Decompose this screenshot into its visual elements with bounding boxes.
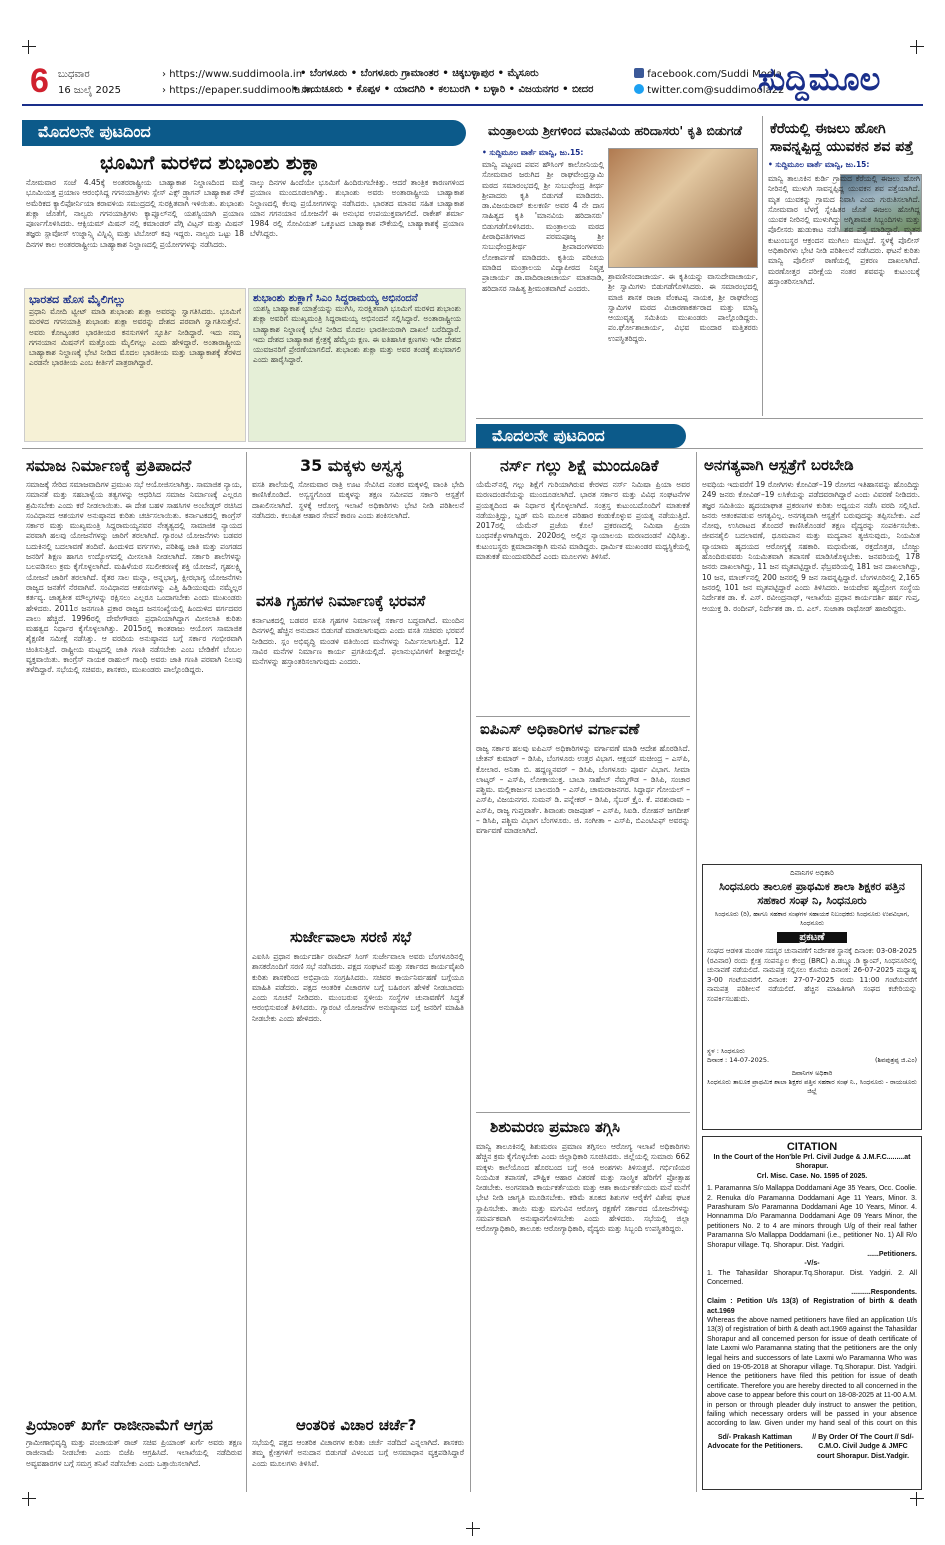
notice-body: ಸಂಘದ ಆಡಳಿತ ಮಂಡಳಿ ಸದಸ್ಯರ ಚುನಾವಣೆಗೆ ನಿರ್ದೇಶಕ ಸ್ಥಾನಕ್ಕೆ ದಿನಾಂಕ: 03-08-2025 (ರವಿವಾರ) ರಂದು ಕ್ಷೇತ್ರ ಸಂಪನ್ಮೂಲ ಕೇಂದ್ರ (BRC) ಪಿ.ಡಬ್ಲ್ಯೂ.ಡಿ ಕ್ಯಾಂಪ್, ಸಿಂಧನೂರಿನಲ್ಲಿ ಚುನಾವಣೆ ನಡೆಯಲಿದೆ. ನಾಮಪತ್ರ ಸಲ್ಲಿಸಲು ಕೊನೆಯ ದಿನಾಂಕ: 26-07-2025 ಮಧ್ಯಾಹ್ನ 3-00 ಗಂಟೆಯವರೆಗೆ. ದಿನಾಂಕ: 27-07-2025 ರಂದು 11:00 ಗಂಟೆಯವರೆಗೆ ನಾಮಪತ್ರ ಪರಿಶೀಲನೆ ನಡೆಯಲಿದೆ. ಹೆಚ್ಚಿನ ಮಾಹಿತಿಗಾಗಿ ಸಂಘದ ಕಚೇರಿಯನ್ನು ಸಂಪರ್ಕಿಸಬಹುದು. xyxy=(707,947,917,1003)
headline-shishu: ಶಿಶುಮರಣ ಪ್ರಮಾಣ ತಗ್ಗಿಸಿ xyxy=(490,1118,620,1136)
legal-notice-citation xyxy=(702,1136,922,1490)
article-makkalu: ವಸತಿ ಶಾಲೆಯಲ್ಲಿ ಸೋಮವಾರ ರಾತ್ರಿ ಊಟ ಸೇವಿಸಿದ ನಂತರ ಮಕ್ಕಳಲ್ಲಿ ವಾಂತಿ ಭೇದಿ ಕಾಣಿಸಿಕೊಂಡಿದೆ. ಅಸ್ವಸ್ಥಗೊಂಡ ಮಕ್ಕಳನ್ನು ತಕ್ಷಣ ಸಮೀಪದ ಸರ್ಕಾರಿ ಆಸ್ಪತ್ರೆಗೆ ದಾಖಲಿಸಲಾಗಿದೆ. ಸ್ಥಳಕ್ಕೆ ಆರೋಗ್ಯ ಇಲಾಖೆ ಅಧಿಕಾರಿಗಳು ಭೇಟಿ ನೀಡಿ ಪರಿಶೀಲನೆ ನಡೆಸಿದರು. ಕಲುಷಿತ ಆಹಾರ ಸೇವನೆ ಕಾರಣ ಎಂದು ಶಂಕಿಸಲಾಗಿದೆ. xyxy=(252,480,464,520)
headline-mantralaya: ಮಂತ್ರಾಲಯ ಶ್ರೀಗಳಿಂದ ಮಾನವಿಯ ಹರಿದಾಸರು' ಕೃತಿ ಬಿಡುಗಡೆ xyxy=(488,123,743,138)
box-body-cm: ಯಶಸ್ವಿ ಬಾಹ್ಯಾಕಾಶ ಯಾತ್ರೆಯನ್ನು ಮುಗಿಸಿ, ಸುರಕ್ಷಿತವಾಗಿ ಭೂಮಿಗೆ ಮರಳಿದ ಶುಭಾಂಶು ಶುಕ್ಲಾ ಅವರಿಗೆ ಮುಖ್ಯಮಂತ್ರಿ ಸಿದ್ದರಾಮಯ್ಯ ಅಭಿನಂದನೆ ಸಲ್ಲಿಸಿದ್ದಾರೆ. ಅಂತಾರಾಷ್ಟ್ರೀಯ ಬಾಹ್ಯಾಕಾಶ ನಿಲ್ದಾಣಕ್ಕೆ ಭೇಟಿ ನೀಡಿದ ಮೊದಲ ಭಾರತೀಯರಾಗಿ ದಾಖಲೆ ಬರೆದಿದ್ದಾರೆ. ಇದು ದೇಶದ ಬಾಹ್ಯಾಕಾಶ ಕ್ಷೇತ್ರಕ್ಕೆ ಹೆಮ್ಮೆಯ ಕ್ಷಣ. ಈ ಐತಿಹಾಸಿಕ ಕ್ಷಣಗಳು ಇಡೀ ದೇಶದ ಯುವಜನರಿಗೆ ಪ್ರೇರಣೆಯಾಗಲಿದೆ. ಶುಭಾಂಶು ಶುಕ್ಲಾ ಮತ್ತು ಅವರ ತಂಡಕ್ಕೆ ಶುಭವಾಗಲಿ ಎಂದು ಹಾರೈಸಿದ್ದಾರೆ. xyxy=(253,304,461,365)
headline-samaja: ಸಮಾಜ ನಿರ್ಮಾಣಕ್ಕೆ ಪ್ರತಿಪಾದನೆ xyxy=(26,456,192,475)
newspaper-logo: ಸುದ್ದಿಮೂಲ xyxy=(758,60,881,98)
registration-mark-bottom-center xyxy=(466,1522,480,1536)
notice-sign: (ಶಿವಪುತ್ರಪ್ಪ ಜಿ.ಎಂ) xyxy=(874,1056,917,1064)
kere-dateline: • ಸುದ್ದಿಮೂಲ ವಾರ್ತೆ ಮಾನ್ವಿ, ಜು.15: xyxy=(768,160,870,169)
box-title-milestone: ಭಾರತದ ಹೊಸ ಮೈಲಿಗಲ್ಲು xyxy=(29,293,126,306)
citation-vs: -V/s- xyxy=(804,1260,820,1268)
notice-sub: ಸಿಂಧನೂರು (ರಿ), ಹಾಗೂ ಸಹಕಾರ ಸಂಘಗಳ ಸಹಾಯಕ ನಿಬಂಧಕರು ಸಿಂಧನೂರು ಉಪವಿಭಾಗ, ಸಿಂಧನೂರು xyxy=(714,910,910,927)
notice-sign-title: ದಿವಾನಿಗಳ ಅಧಿಕಾರಿ xyxy=(791,1069,833,1077)
article-nurse: ಯೆಮೆನ್‌ನಲ್ಲಿ ಗಲ್ಲು ಶಿಕ್ಷೆಗೆ ಗುರಿಯಾಗಿರುವ ಕೇರಳದ ನರ್ಸ್ ನಿಮಿಷಾ ಪ್ರಿಯಾ ಅವರ ಮರಣದಂಡನೆಯನ್ನು ಮುಂದೂಡಲಾಗಿದೆ. ಭಾರತ ಸರ್ಕಾರ ಮತ್ತು ವಿವಿಧ ಸಂಘಟನೆಗಳ ಪ್ರಯತ್ನದಿಂದ ಈ ನಿರ್ಧಾರ ಕೈಗೊಳ್ಳಲಾಗಿದೆ. ಸಂತ್ರಸ್ತ ಕುಟುಂಬದೊಂದಿಗೆ ಮಾತುಕತೆ ನಡೆಯುತ್ತಿದ್ದು, ಬ್ಲಡ್ ಮನಿ ಮೂಲಕ ಪರಿಹಾರ ಕಂಡುಕೊಳ್ಳುವ ಪ್ರಯತ್ನ ನಡೆಯುತ್ತಿದೆ. 2017ರಲ್ಲಿ ಯೆಮೆನ್ ಪ್ರಜೆಯ ಕೊಲೆ ಪ್ರಕರಣದಲ್ಲಿ ನಿಮಿಷಾ ಪ್ರಿಯಾ ಬಂಧನಕ್ಕೊಳಗಾಗಿದ್ದರು. 2020ರಲ್ಲಿ ಅಲ್ಲಿನ ನ್ಯಾಯಾಲಯ ಮರಣದಂಡನೆ ವಿಧಿಸಿತ್ತು. ಕುಟುಂಬಸ್ಥರು ಕ್ಷಮಾದಾನಕ್ಕಾಗಿ ಮನವಿ ಮಾಡಿದ್ದರು. ಧಾರ್ಮಿಕ ಮುಖಂಡರ ಮಧ್ಯಸ್ಥಿಕೆಯಲ್ಲಿ ಮಾತುಕತೆ ಮುಂದುವರಿದಿದೆ ಎಂದು ಮೂಲಗಳು ತಿಳಿಸಿವೆ. xyxy=(476,480,690,562)
column-divider xyxy=(696,452,697,1492)
headline-surjewala: ಸುರ್ಜೇವಾಲಾ ಸರಣಿ ಸಭೆ xyxy=(290,928,412,946)
citation-body: Whereas the above named petitioners have filed an application U/s 13(3) of registration of birth & death act.1969 against the Tahasildar Shorapur and all concerned person for issue of death certificate of late Laxmi w/o Paramanna stating that the petitioners are the only legal heirs and successors of late Laxmi w/o Paramanna Who was died on 19-05-2018 at Shorapur village. Tq.Shorapur. Dist. Yadgiri. Hence the petitioners have filed this petition for issue of death certificate. Therefore you are hereby directed to all concerned in the above case to appear before this court on 18-08-2025 at 11-00 A.M. in person or through pleader duly instruct to answer the petition, failing which necessary orders will be passed in your absence according to law. Given under my hand seal of this court on this xyxy=(707,1316,917,1428)
headline-makkalu: 35 ಮಕ್ಕಳು ಅಸ್ವಸ್ಥ xyxy=(300,456,404,475)
citation-court: In the Court of the Hon'ble Prl. Civil Judge & J.M.F.C.........at Shorapur. xyxy=(713,1154,911,1171)
headline-nurse: ನರ್ಸ್ ಗಲ್ಲು ಶಿಕ್ಷೆ ಮುಂದೂಡಿಕೆ xyxy=(500,456,659,475)
section-rule xyxy=(476,1112,690,1113)
headline-vasati: ವಸತಿ ಗೃಹಗಳ ನಿರ್ಮಾಣಕ್ಕೆ ಭರವಸೆ xyxy=(256,592,426,610)
headline-ips: ಐಪಿಎಸ್ ಅಧಿಕಾರಿಗಳ ವರ್ಗಾವಣೆ xyxy=(480,720,640,738)
column-divider xyxy=(470,452,471,1492)
headline-antarika: ಆಂತರಿಕ ವಿಚಾರ ಚರ್ಚೆ? xyxy=(296,1416,417,1434)
article-priyank: ಗ್ರಾಮೀಣಾಭಿವೃದ್ಧಿ ಮತ್ತು ಪಂಚಾಯತ್ ರಾಜ್ ಸಚಿವ ಪ್ರಿಯಾಂಕ್ ಖರ್ಗೆ ಅವರು ತಕ್ಷಣ ರಾಜೀನಾಮೆ ನೀಡಬೇಕು ಎಂದು ಬಿಜೆಪಿ ಆಗ್ರಹಿಸಿದೆ. ಇಲಾಖೆಯಲ್ಲಿ ನಡೆದಿರುವ ಅವ್ಯವಹಾರಗಳ ಬಗ್ಗೆ ಸಮಗ್ರ ತನಿಖೆ ನಡೆಸಬೇಕು ಎಂದು ಒತ್ತಾಯಿಸಲಾಗಿದೆ. xyxy=(26,1438,242,1468)
article-mantralaya-col1: ಮಾನ್ವಿ ಪಟ್ಟಣದ ಪವನ ಹೌಸಿಂಗ್ ಕಾಲೋನಿಯಲ್ಲಿ ಸೋಮವಾರ ಜರುಗಿದ ಶ್ರೀ ರಾಘವೇಂದ್ರಸ್ವಾಮಿ ಮಠದ ಸಮಾರಂಭದಲ್ಲಿ ಶ್ರೀ ಸುಬುಧೇಂದ್ರ ತೀರ್ಥ ಶ್ರೀಪಾದರು ಕೃತಿ ಬಿಡುಗಡೆ ಮಾಡಿದರು. ಡಾ.ವಿಜಯರಾವ್ ಕುಲಕರ್ಣಿ ಅವರ 4 ನೇ ದಾಸ ಸಾಹಿತ್ಯದ ಕೃತಿ 'ಮಾನವಿಯ ಹರಿದಾಸರು' ಬಿಡುಗಡೆಗೊಳಿಸಿದರು. ಮಂತ್ರಾಲಯ ಮಠದ ಪೀಠಾಧಿಪತಿಗಳಾದ ಪರಮಪೂಜ್ಯ ಶ್ರೀ ಸುಬುಧೇಂದ್ರತೀರ್ಥ ಶ್ರೀಪಾದಂಗಳವರು ಲೋಕಾರ್ಪಣೆ ಮಾಡಿದರು. ಕೃತಿಯ ಪರಿಚಯ ಮಾಡಿದ ಮಂತ್ರಾಲಯ ವಿದ್ಯಾಪೀಠದ ನಿವೃತ್ತ ಪ್ರಾಚಾರ್ಯ ಡಾ.ವಾದಿರಾಜಾಚಾರ್ಯ ಮಾತನಾಡಿ, ಹರಿದಾಸರ ಸಾಹಿತ್ಯ ಶ್ರೀಮಂತವಾಗಿದೆ ಎಂದರು. xyxy=(482,160,604,293)
article-mantralaya-col2: ಶ್ರಾವಣೀನಂದಾಚಾರ್ಯ. ಈ ಕೃತಿಯನ್ನು ವಾಸುದೇವಾಚಾರ್ಯ, ಶ್ರೀ ಸ್ವಾಮಿಗಳು ಬಿಡುಗಡೆಗೊಳಿಸಿದರು. ಈ ಸಮಾರಂಭದಲ್ಲಿ ಮಾಜಿ ಶಾಸಕ ರಾಜಾ ವೆಂಕಟಪ್ಪ ನಾಯಕ, ಶ್ರೀ ರಾಘವೇಂದ್ರ ಸ್ವಾಮಿಗಳ ಮಠದ ವಿಚಾರಣಾಕರ್ತರಾದ ಮತ್ತು ಮಾನ್ವಿ ಆಯುವೃತ್ಯ ಸಮಿತಿಯ ಮುಖಂಡರು ಪಾಲ್ಗೊಂಡಿದ್ದರು. ಪಂ.ರ್ಘೋಶಾಚಾರ್ಯ, ವಿಭವ ಮಂದಾರ ಮತ್ತಿತರರು ಉಪಸ್ಥಿತರಿದ್ದರು. xyxy=(608,272,758,343)
citation-petitioners: ......Petitioners. xyxy=(867,1251,917,1259)
citation-claim: Claim : Petition U/s 13(3) of Registration of birth & death act.1969 xyxy=(707,1298,917,1315)
notice-cooperative-election xyxy=(702,864,922,1130)
registration-mark-bottom-right xyxy=(910,1492,924,1506)
citation-title: CITATION xyxy=(786,1141,838,1153)
box-title-cm: ಶುಭಾಂಶು ಶುಕ್ಲಾಗೆ ಸಿಎಂ ಸಿದ್ದರಾಮಯ್ಯ ಅಭಿನಂದನೆ xyxy=(253,293,418,304)
headline-shubhanshu: ಭೂಮಿಗೆ ಮರಳಿದ ಶುಭಾಂಶು ಶುಕ್ಲಾ xyxy=(100,152,320,174)
city-list-1: • ಬೆಂಗಳೂರು • ಬೆಂಗಳೂರು ಗ್ರಾಮಾಂತರ • ಚಿಕ್ಕಬಳ್ಳಾಪುರ • ಮೈಸೂರು xyxy=(300,68,539,79)
registration-mark-top-right xyxy=(910,40,924,54)
website-link[interactable]: › https://www.suddimoola.in xyxy=(162,69,303,80)
column-divider xyxy=(246,452,247,1492)
section-rule xyxy=(476,716,690,717)
header-rule xyxy=(22,104,923,106)
citation-respondents: ..........Respondents. xyxy=(851,1288,917,1296)
article-surjewala: ಎಐಸಿಸಿ ಪ್ರಧಾನ ಕಾರ್ಯದರ್ಶಿ ರಣದೀಪ್ ಸಿಂಗ್ ಸುರ್ಜೇವಾಲಾ ಅವರು ಬೆಂಗಳೂರಿನಲ್ಲಿ ಶಾಸಕರೊಂದಿಗೆ ಸರಣಿ ಸಭೆ ನಡೆಸಿದರು. ಪಕ್ಷದ ಸಂಘಟನೆ ಮತ್ತು ಸರ್ಕಾರದ ಕಾರ್ಯವೈಖರಿ ಕುರಿತು ಶಾಸಕರಿಂದ ಅಭಿಪ್ರಾಯ ಸಂಗ್ರಹಿಸಿದರು. ಸಚಿವರ ಕಾರ್ಯನಿರ್ವಹಣೆ ಬಗ್ಗೆಯೂ ಮಾಹಿತಿ ಪಡೆದರು. ಪಕ್ಷದ ಆಂತರಿಕ ವಿಚಾರಗಳ ಬಗ್ಗೆ ಬಹಿರಂಗ ಹೇಳಿಕೆ ನೀಡಬಾರದು ಎಂದು ಸೂಚನೆ ನೀಡಿದರು. ಮುಂಬರುವ ಸ್ಥಳೀಯ ಸಂಸ್ಥೆಗಳ ಚುನಾವಣೆಗೆ ಸಿದ್ಧತೆ ಆರಂಭಿಸುವಂತೆ ತಿಳಿಸಿದರು. ಗ್ಯಾರಂಟಿ ಯೋಜನೆಗಳ ಅನುಷ್ಠಾನದ ಬಗ್ಗೆ ಜನರಿಗೆ ಮಾಹಿತಿ ನೀಡಬೇಕು ಎಂದು ಹೇಳಿದರು. xyxy=(252,952,464,1023)
epaper-link[interactable]: › https://epaper.suddimoola.in xyxy=(162,85,313,96)
article-samaja: ಸಮಾಜಕ್ಕೆ ಸೇರಿದ ಸಮಾಜವಾದಿಗಳ ಪ್ರಮುಖ ಸಭೆ ಆಯೋಜಿಸಲಾಗಿತ್ತು. ಸಾಮಾಜಿಕ ನ್ಯಾಯ, ಸಮಾನತೆ ಮತ್ತು ಸಹಬಾಳ್ವೆಯ ತತ್ವಗಳನ್ನು ಆಧರಿಸಿದ ಸಮಾಜ ನಿರ್ಮಾಣಕ್ಕೆ ಎಲ್ಲರೂ ಶ್ರಮಿಸಬೇಕು ಎಂದು ಕರೆ ನೀಡಲಾಯಿತು. ಈ ದೇಶ ಬಹಳ ಸಾಹಸಿಗಳ ಅಂಬೇಡ್ಕರ್ ರಚಿಸಿದ ಸಂವಿಧಾನದ ಆಶಯಗಳ ಅನುಷ್ಠಾನದ ಕುರಿತು ಚರ್ಚಿಸಲಾಯಿತು. ಕರ್ನಾಟಕದಲ್ಲಿ ಕಾಂಗ್ರೆಸ್ ಸರ್ಕಾರ ಮತ್ತು ಮುಖ್ಯಮಂತ್ರಿ ಸಿದ್ದರಾಮಯ್ಯನವರ ನೇತೃತ್ವದಲ್ಲಿ ಸಾಮಾಜಿಕ ನ್ಯಾಯದ ಪರವಾಗಿ ಹಲವು ಯೋಜನೆಗಳನ್ನು ಜಾರಿಗೆ ತರಲಾಗಿದೆ. ಗ್ಯಾರಂಟಿ ಯೋಜನೆಗಳು ಬಡವರ ಬದುಕಿನಲ್ಲಿ ಬದಲಾವಣೆ ತಂದಿವೆ. ಹಿಂದುಳಿದ ವರ್ಗಗಳು, ಪರಿಶಿಷ್ಟ ಜಾತಿ ಮತ್ತು ಪಂಗಡದ ಜನರಿಗೆ ಶಿಕ್ಷಣ ಹಾಗೂ ಉದ್ಯೋಗದಲ್ಲಿ ಮೀಸಲಾತಿ ನೀಡಲಾಗಿದೆ. ಸರ್ಕಾರಿ ಶಾಲೆಗಳನ್ನು ಬಲಪಡಿಸಲು ಕ್ರಮ ಕೈಗೊಳ್ಳಲಾಗಿದೆ. ಮಹಿಳೆಯರ ಸಬಲೀಕರಣಕ್ಕೆ ಶಕ್ತಿ ಯೋಜನೆ, ಗೃಹಲಕ್ಷ್ಮಿ ಯೋಜನೆ ಜಾರಿಗೆ ತರಲಾಗಿದೆ. ರೈತರ ಸಾಲ ಮನ್ನಾ, ಅನ್ನಭಾಗ್ಯ, ಕ್ಷೀರಭಾಗ್ಯ ಯೋಜನೆಗಳು ರಾಜ್ಯದ ಜನತೆಗೆ ನೆರವಾಗಿವೆ. ಸಂವಿಧಾನದ ಆಶಯಗಳನ್ನು ಎತ್ತಿ ಹಿಡಿಯುವುದು ನಮ್ಮೆಲ್ಲರ ಕರ್ತವ್ಯ. ಜಾತ್ಯತೀತ ಮೌಲ್ಯಗಳನ್ನು ರಕ್ಷಿಸಲು ಎಲ್ಲರೂ ಒಂದಾಗಬೇಕು ಎಂದು ಮುಖಂಡರು ಹೇಳಿದರು. 2011ರ ಜನಗಣತಿ ಪ್ರಕಾರ ರಾಜ್ಯದ ಜನಸಂಖ್ಯೆಯಲ್ಲಿ ಹಿಂದುಳಿದ ವರ್ಗದವರ ಪಾಲು ಹೆಚ್ಚಿದೆ. 1996ರಲ್ಲಿ ದೇವೇಗೌಡರು ಪ್ರಧಾನಿಯಾಗಿದ್ದಾಗ ಮೀಸಲಾತಿ ಕುರಿತು ಮಹತ್ವದ ನಿರ್ಧಾರ ಕೈಗೊಳ್ಳಲಾಗಿತ್ತು. 2015ರಲ್ಲಿ ಕಾಂತರಾಜು ಆಯೋಗ ಸಾಮಾಜಿಕ ಶೈಕ್ಷಣಿಕ ಸಮೀಕ್ಷೆ ನಡೆಸಿತ್ತು. ಆ ವರದಿಯ ಅನುಷ್ಠಾನದ ಬಗ್ಗೆ ಸರ್ಕಾರ ಗಂಭೀರವಾಗಿ ಚಿಂತಿಸುತ್ತಿದೆ. ರಾಷ್ಟ್ರೀಯ ಮಟ್ಟದಲ್ಲಿ ಜಾತಿ ಗಣತಿ ನಡೆಸಬೇಕು ಎಂಬ ಬೇಡಿಕೆಗೆ ಬೆಂಬಲ ವ್ಯಕ್ತವಾಯಿತು. ಕಾಂಗ್ರೆಸ್ ನಾಯಕ ರಾಹುಲ್ ಗಾಂಧಿ ಅವರು ಜಾತಿ ಗಣತಿ ಪರವಾಗಿ ನಿಲುವು ತಳೆದಿದ್ದಾರೆ. ಸಭೆಯಲ್ಲಿ ಸಚಿವರು, ಶಾಸಕರು, ಮುಖಂಡರು ಪಾಲ್ಗೊಂಡಿದ್ದರು. xyxy=(26,480,242,675)
section-rule xyxy=(22,448,923,449)
mantralaya-dateline: • ಸುದ್ದಿಮೂಲ ವಾರ್ತೆ ಮಾನ್ವಿ, ಜು.15: xyxy=(482,148,584,157)
citation-advocate: Sd/- Prakash Kattiman Advocate for the Petitioners. xyxy=(707,1433,803,1451)
city-list-2: • ರಾಯಚೂರು • ಕೊಪ್ಪಳ • ಯಾದಗಿರಿ • ಕಲಬುರಗಿ • ಬಳ್ಳಾರಿ • ವಿಜಯನಗರ • ಬೀದರ xyxy=(292,84,594,95)
citation-parties: 1. Paramanna S/o Mallappa Doddamani Age 35 Years, Occ. Coolie. 2. Renuka d/o Paramanna Doddamani Age 11 Years, Minor. 3. Parashuram S/o Paramanna Doddamani Age 10 Years, Minor. 4. Honnamma D/o Paramanna Doddamani Age 09 Years Minor, the petitioners No. 2 to 4 are minors through U/g of their real father Paramanna S/o Mallappa Doddamani (i.e., petitioner No. 1) All R/o Shorapur village. Tq. Shorapur. Dist. Yadgiri. xyxy=(707,1185,917,1249)
page-number: 6 xyxy=(30,62,49,100)
headline-aspatre: ಅನಗತ್ಯವಾಗಿ ಆಸ್ಪತ್ರೆಗೆ ಬರಬೇಡಿ xyxy=(704,456,854,474)
headline-priyank: ಪ್ರಿಯಾಂಕ್ ಖರ್ಗೆ ರಾಜೀನಾಮೆಗೆ ಆಗ್ರಹ xyxy=(26,1416,213,1434)
sidebar-box-cm xyxy=(248,288,466,442)
twitter-link[interactable]: twitter.com@suddimoola22 xyxy=(634,84,784,98)
box-body-milestone: ಪ್ರಧಾನಿ ಮೋದಿ ಟ್ವೀಟ್ ಮಾಡಿ ಶುಭಾಂಶು ಶುಕ್ಲಾ ಅವರನ್ನು ಸ್ವಾಗತಿಸಿದರು. ಭೂಮಿಗೆ ಮರಳಿದ ಗಗನಯಾತ್ರಿ ಶುಭಾಂಶು ಶುಕ್ಲಾ ಅವರನ್ನು ದೇಶದ ಪರವಾಗಿ ಸ್ವಾಗತಿಸುತ್ತೇನೆ. ಅವರು ಕೋಟ್ಯಂತರ ಭಾರತೀಯರ ಕನಸುಗಳಿಗೆ ಸ್ಫೂರ್ತಿ ನೀಡಿದ್ದಾರೆ. ಇದು ನಮ್ಮ ಗಗನಯಾನ ಮಿಷನ್‌ಗೆ ಮತ್ತೊಂದು ಮೈಲಿಗಲ್ಲು ಎಂದು ಹೇಳಿದ್ದಾರೆ. ಅಂತಾರಾಷ್ಟ್ರೀಯ ಬಾಹ್ಯಾಕಾಶ ನಿಲ್ದಾಣಕ್ಕೆ ಭೇಟಿ ನೀಡಿದ ಮೊದಲ ಭಾರತೀಯ ಮತ್ತು ಬಾಹ್ಯಾಕಾಶಕ್ಕೆ ತೆರಳಿದ ಎರಡನೇ ಭಾರತೀಯ ಎಂಬ ಕೀರ್ತಿಗೆ ಪಾತ್ರರಾಗಿದ್ದಾರೆ. xyxy=(29,307,241,368)
facebook-link[interactable]: facebook.com/Suddi Moola xyxy=(634,68,782,82)
registration-mark-top-left xyxy=(22,40,36,54)
twitter-icon xyxy=(634,84,644,94)
notice-school: ಸಿಂಧನೂರು ತಾಲೂಕ ಪ್ರಾಥಮಿಕ ಶಾಲಾ ಶಿಕ್ಷಕರ ಪತ್ತಿನ ಸಹಕಾರ ಸಂಘ ನಿ, ಸಿಂಧನೂರು xyxy=(719,880,905,907)
issue-date: 16 ಜುಲೈ 2025 xyxy=(58,85,121,96)
photo-book-release xyxy=(608,148,758,268)
section-banner-mid: ಮೊದಲನೇ ಪುಟದಿಂದ xyxy=(476,424,686,448)
notice-title: ಪ್ರಕಟಣೆ xyxy=(777,932,847,943)
article-ips: ರಾಜ್ಯ ಸರ್ಕಾರ ಹಲವು ಐಪಿಎಸ್ ಅಧಿಕಾರಿಗಳನ್ನು ವರ್ಗಾವಣೆ ಮಾಡಿ ಆದೇಶ ಹೊರಡಿಸಿದೆ. ಚೇತನ್ ಕುಮಾರ್ – ಡಿಸಿಪಿ, ಬೆಂಗಳೂರು ಉತ್ತರ ವಿಭಾಗ. ಆಕ್ಷಯ್ ಮಚೀಂದ್ರ – ಎಸ್‌ಪಿ, ಕೋಲಾರ. ಅನಿತಾ ಬಿ. ಹದ್ದಣ್ಣನವರ್ – ಡಿಸಿಪಿ, ಬೆಂಗಳೂರು ಪೂರ್ವ ವಿಭಾಗ. ಸೀಮಾ ಲಾಟ್ಕರ್ – ಎಸ್‌ಪಿ, ಲೋಕಾಯುಕ್ತ. ಬಾಬಾ ಸಾಹೇಬ್ ನೆಮ್ಮಗೌಡ – ಡಿಸಿಪಿ, ಸಂಚಾರ ಪಶ್ಚಿಮ. ಮಲ್ಲಿಕಾರ್ಜುನ ಬಾಲದಂಡಿ – ಎಸ್‌ಪಿ, ಚಾಮರಾಜನಗರ. ಸಿದ್ದಾರ್ಥ ಗೋಯಲ್ – ಎಸ್‌ಪಿ, ವಿಜಯನಗರ. ಸುಮನ್ ಡಿ. ಪನ್ನೇಕರ್ – ಡಿಸಿಪಿ, ಸೈಬರ್ ಕ್ರೈಂ. ಕೆ. ಪರಶುರಾಮ – ಎಸ್‌ಪಿ, ರಾಜ್ಯ ಗುಪ್ತವಾರ್ತೆ. ಶಿವಾಂಶು ರಾಜಪೂತ್ – ಎಸ್‌ಪಿ, ಸಿಐಡಿ. ರೋಹನ್ ಜಗದೀಶ್ – ಡಿಸಿಪಿ, ಪಶ್ಚಿಮ ವಿಭಾಗ ಬೆಂಗಳೂರು. ಜಿ. ಸಂಗೀತಾ – ಎಸ್‌ಪಿ, ಬಿಎಂಟಿಎಫ್ ಅವರನ್ನು ವರ್ಗಾವಣೆ ಮಾಡಲಾಗಿದೆ. xyxy=(476,744,690,836)
citation-respondent: 1. The Tahasildar Shorapur.Tq.Shorapur. Dist. Yadgiri. 2. All Concerned. xyxy=(707,1269,917,1287)
column-divider xyxy=(762,116,763,416)
article-kere: ಮಾನ್ವಿ ತಾಲೂಕಿನ ಕುರ್ಡಿ ಗ್ರಾಮದ ಕೆರೆಯಲ್ಲಿ ಈಜಲು ಹೋಗಿ ನೀರಿನಲ್ಲಿ ಮುಳುಗಿ ಸಾವನ್ನಪ್ಪಿದ್ದ ಯುವಕನ ಶವ ಪತ್ತೆಯಾಗಿದೆ. ಮೃತ ಯುವಕನ್ನು ಗ್ರಾಮದ ನಿವಾಸಿ ಎಂದು ಗುರುತಿಸಲಾಗಿದೆ. ಸೋಮವಾರ ಬೆಳಗ್ಗೆ ಸ್ನೇಹಿತರ ಜೊತೆ ಈಜಲು ಹೋಗಿದ್ದ ಯುವಕ ನೀರಿನಲ್ಲಿ ಮುಳುಗಿದ್ದು ಅಗ್ನಿಶಾಮಕ ಸಿಬ್ಬಂದಿಗಳು ಮತ್ತು ಪೊಲೀಸರು ಹುಡುಕಾಟ ನಡೆಸಿ ಶವ ಪತ್ತೆ ಮಾಡಿದ್ದಾರೆ. ಮೃತನ ಕುಟುಂಬಸ್ಥರ ಆಕ್ರಂದನ ಮುಗಿಲು ಮುಟ್ಟಿದೆ. ಸ್ಥಳಕ್ಕೆ ಪೊಲೀಸ್ ಅಧಿಕಾರಿಗಳು ಭೇಟಿ ನೀಡಿ ಪರಿಶೀಲನೆ ನಡೆಸಿದರು. ಘಟನೆ ಕುರಿತು ಮಾನ್ವಿ ಪೊಲೀಸ್ ಠಾಣೆಯಲ್ಲಿ ಪ್ರಕರಣ ದಾಖಲಾಗಿದೆ. ಮರಣೋತ್ತರ ಪರೀಕ್ಷೆಯ ನಂತರ ಶವವನ್ನು ಕುಟುಂಬಕ್ಕೆ ಹಸ್ತಾಂತರಿಸಲಾಗಿದೆ. xyxy=(768,174,920,286)
notice-place: ಸ್ಥಳ : ಸಿಂಧನೂರು xyxy=(707,1047,745,1055)
link-arrow-icon: › xyxy=(162,69,170,80)
link-arrow-icon: › xyxy=(162,85,170,96)
article-shubhanshu-col1: ನೋಮವಾರ ಸಂಜೆ 4.45ಕ್ಕೆ ಅಂತರರಾಷ್ಟ್ರೀಯ ಬಾಹ್ಯಾಕಾಶ ನಿಲ್ದಾಣದಿಂದ ಮತ್ತೆ ಭೂಮಿಯತ್ತ ಪ್ರಯಾಣ ಆರಂಭಿಸಿದ್ದ ಗಗನಯಾತ್ರಿಗಳು ಸ್ಪೇಸ್ ಎಕ್ಸ್ ಡ್ರ್ಯಾಗನ್ ಬಾಹ್ಯಾಕಾಶ ನೌಕೆ ಅಮೆರಿಕದ ಕ್ಯಾಲಿಫೋರ್ನಿಯಾ ಕರಾವಳಿಯ ಸಮುದ್ರದಲ್ಲಿ ಸುರಕ್ಷಿತವಾಗಿ ಇಳಿಯಿತು. ಶುಭಾಂಶು ಶುಕ್ಲಾ ಜೊತೆಗೆ, ನಾಲ್ವರು ಗಗನಯಾತ್ರಿಗಳು ಕ್ಯಾಪ್ಸೂಲ್‌ನಲ್ಲಿ ಯಶಸ್ವಿಯಾಗಿ ಪ್ರಯಾಣ ಪೂರ್ಣಗೊಳಿಸಿದರು. ಆಕ್ಸಿಯಮ್ ಮಿಷನ್ ನಲ್ಲಿ ಕಮಾಂಡರ್ ಪೆಗ್ಗಿ ವಿಟ್ಸನ್ ಮತ್ತು ಮಿಷನ್ ತಜ್ಞರು ಸ್ಲಾವೋಸ್ ಉಜ್ನಾನ್ಸ್ಕಿ ವಿಸ್ನಿವ್ಸ್ಕಿ ಮತ್ತು ಟಿಬೋರ್ ಕಪು ಇದ್ದರು. ನಾಲ್ವರು ಒಟ್ಟು 18 ದಿನಗಳ ಕಾಲ ಅಂತರರಾಷ್ಟ್ರೀಯ ಬಾಹ್ಯಾಕಾಶ ನಿಲ್ದಾಣದಲ್ಲಿ ಪ್ರಯೋಗಗಳನ್ನು ನಡೆಸಿದರು. xyxy=(26,178,244,249)
citation-court-order: // By Order Of The Court // Sd/- C.M.O. Civil Judge & JMFC court Shorapur. Dist.Yadgir. xyxy=(812,1433,914,1460)
article-shubhanshu-col2: ನಾಲ್ಕು ದಿನಗಳ ಹಿಂದೆಯೇ ಭೂಮಿಗೆ ಹಿಂದಿರುಗಬೇಕಿತ್ತು. ಆದರೆ ತಾಂತ್ರಿಕ ಕಾರಣಗಳಿಂದ ಪ್ರಯಾಣ ಮುಂದೂಡಲಾಗಿತ್ತು. ಶುಭಾಂಶು ಅವರು ಅಂತಾರಾಷ್ಟ್ರೀಯ ಬಾಹ್ಯಾಕಾಶ ನಿಲ್ದಾಣದಲ್ಲಿ ಕೆಲವು ಪ್ರಯೋಗಗಳನ್ನು ನಡೆಸಿದರು. ಭಾರತದ ಮಾನವ ಸಹಿತ ಬಾಹ್ಯಾಕಾಶ ಯಾನ ಗಗನಯಾನ ಯೋಜನೆಗೆ ಈ ಅನುಭವ ಉಪಯುಕ್ತವಾಗಲಿದೆ. ರಾಕೇಶ್ ಶರ್ಮಾ 1984 ರಲ್ಲಿ ಸೋವಿಯತ್ ಒಕ್ಕೂಟದ ಬಾಹ್ಯಾಕಾಶ ನೌಕೆಯಲ್ಲಿ ಬಾಹ್ಯಾಕಾಶಕ್ಕೆ ಪ್ರಯಾಣ ಬೆಳೆಸಿದ್ದರು. xyxy=(250,178,464,239)
section-rule xyxy=(476,418,923,419)
issue-day: ಬುಧವಾರ xyxy=(58,69,90,80)
citation-case: Crl. Misc. Case. No. 1595 of 2025. xyxy=(756,1172,868,1180)
section-banner-top: ಮೊದಲನೇ ಪುಟದಿಂದ xyxy=(22,120,466,146)
article-antarika: ಸಭೆಯಲ್ಲಿ ಪಕ್ಷದ ಆಂತರಿಕ ವಿಚಾರಗಳ ಕುರಿತು ಚರ್ಚೆ ನಡೆದಿದೆ ಎನ್ನಲಾಗಿದೆ. ಶಾಸಕರು ತಮ್ಮ ಕ್ಷೇತ್ರಗಳಿಗೆ ಅನುದಾನ ಬಿಡುಗಡೆ ವಿಳಂಬದ ಬಗ್ಗೆ ಅಸಮಾಧಾನ ವ್ಯಕ್ತಪಡಿಸಿದ್ದಾರೆ ಎಂದು ಮೂಲಗಳು ತಿಳಿಸಿವೆ. xyxy=(252,1438,464,1468)
article-aspatre: ಅವಧಿಯ ಇದುವರೆಗೆ 19 ರೋಗಿಗಳು ಕೋವಿಡ್–19 ರೋಗದ ಇತಿಹಾಸವನ್ನು ಹೊಂದಿದ್ದು 249 ಜನರು ಕೋವಿಡ್–19 ಲಸಿಕೆಯನ್ನು ಪಡೆದವರಾಗಿದ್ದಾರೆ ಎಂದು ವಿವರಣೆ ನೀಡಿದರು. ತಜ್ಞರ ಸಮಿತಿಯು ಹೃದಯಾಘಾತ ಪ್ರಕರಣಗಳ ಕುರಿತು ಅಧ್ಯಯನ ನಡೆಸಿ ವರದಿ ಸಲ್ಲಿಸಿದೆ. ಜನರು ಆತಂಕಪಡುವ ಅಗತ್ಯವಿಲ್ಲ. ಅನಗತ್ಯವಾಗಿ ಆಸ್ಪತ್ರೆಗೆ ಬರುವುದನ್ನು ತಪ್ಪಿಸಬೇಕು. ಎದೆ ನೋವು, ಉಸಿರಾಟದ ತೊಂದರೆ ಕಾಣಿಸಿಕೊಂಡರೆ ತಕ್ಷಣ ವೈದ್ಯರನ್ನು ಸಂಪರ್ಕಿಸಬೇಕು. ಜೀವನಶೈಲಿ ಬದಲಾವಣೆ, ಧೂಮಪಾನ ಮತ್ತು ಮದ್ಯಪಾನ ತ್ಯಜಿಸುವುದು, ನಿಯಮಿತ ವ್ಯಾಯಾಮ ಹೃದಯದ ಆರೋಗ್ಯಕ್ಕೆ ಸಹಕಾರಿ. ಮಧುಮೇಹ, ರಕ್ತದೊತ್ತಡ, ಬೊಜ್ಜು ಹೊಂದಿರುವವರು ನಿಯಮಿತವಾಗಿ ತಪಾಸಣೆ ಮಾಡಿಸಿಕೊಳ್ಳಬೇಕು. ಜನವರಿಯಲ್ಲಿ 178 ಜನರು ದಾಖಲಾಗಿದ್ದು, 11 ಜನ ಮೃತಪಟ್ಟಿದ್ದಾರೆ. ಫೆಬ್ರವರಿಯಲ್ಲಿ 181 ಜನ ದಾಖಲಾಗಿದ್ದು, 10 ಜನ, ಮಾರ್ಚ್‌ನಲ್ಲಿ 200 ಜನರಲ್ಲಿ 9 ಜನ ಸಾವನ್ನಪ್ಪಿದ್ದಾರೆ. ಬೆಂಗಳೂರಿನಲ್ಲಿ 2,165 ಜನರಲ್ಲಿ 101 ಜನ ಮೃತಪಟ್ಟಿದ್ದಾರೆ ಎಂದು ತಿಳಿಸಿದರು. ಜಯದೇವ ಹೃದ್ರೋಗ ಸಂಸ್ಥೆಯ ನಿರ್ದೇಶಕ ಡಾ. ಕೆ. ಎಸ್. ರವೀಂದ್ರನಾಥ್, ಇಲಾಖೆಯ ಪ್ರಧಾನ ಕಾರ್ಯದರ್ಶಿ ಹರ್ಷ ಗುಪ್ತ, ಆಯುಕ್ತ ಡಿ. ರಂದೀಪ್, ನಿರ್ದೇಶಕ ಡಾ. ಬಿ. ಎಲ್. ಸುಜಾತಾ ರಾಥೋಡ್ ಹಾಜರಿದ್ದರು. xyxy=(702,480,920,613)
notice-sign-org: ಸಿಂಧನೂರು ತಾಲೂಕ ಪ್ರಾಥಮಿಕ ಶಾಲಾ ಶಿಕ್ಷಕರ ಪತ್ತಿನ ಸಹಕಾರ ಸಂಘ ನಿ., ಸಿಂಧನೂರು - ರಾಯಚೂರು ಜಿಲ್ಲೆ xyxy=(707,1078,917,1095)
notice-date: ದಿನಾಂಕ : 14-07-2025. xyxy=(707,1056,770,1064)
notice-court: ದಿವಾನಿಗಳ ಅಧಿಕಾರಿ xyxy=(790,869,834,877)
article-vasati: ಕರ್ನಾಟಕದಲ್ಲಿ ಬಡವರ ವಸತಿ ಗೃಹಗಳ ನಿರ್ಮಾಣಕ್ಕೆ ಸರ್ಕಾರ ಬದ್ಧವಾಗಿದೆ. ಮುಂದಿನ ದಿನಗಳಲ್ಲಿ ಹೆಚ್ಚಿನ ಅನುದಾನ ಬಿಡುಗಡೆ ಮಾಡಲಾಗುವುದು ಎಂದು ವಸತಿ ಸಚಿವರು ಭರವಸೆ ನೀಡಿದರು. ಸ್ಲಂ ಅಭಿವೃದ್ಧಿ ಮಂಡಳಿ ವತಿಯಿಂದ ಮನೆಗಳನ್ನು ನಿರ್ಮಿಸಲಾಗುತ್ತಿದೆ. 12 ಸಾವಿರ ಮನೆಗಳ ನಿರ್ಮಾಣ ಕಾರ್ಯ ಪ್ರಗತಿಯಲ್ಲಿದೆ. ಫಲಾನುಭವಿಗಳಿಗೆ ಶೀಘ್ರದಲ್ಲೇ ಮನೆಗಳನ್ನು ಹಸ್ತಾಂತರಿಸಲಾಗುವುದು ಎಂದರು. xyxy=(252,616,464,667)
headline-kere: ಕೆರೆಯಲ್ಲಿ ಈಜಲು ಹೋಗಿ ಸಾವನ್ನಪ್ಪಿದ್ದ ಯುವಕನ ಶವ ಪತ್ತೆ xyxy=(770,121,914,155)
facebook-icon xyxy=(634,68,644,78)
registration-mark-bottom-left xyxy=(22,1492,36,1506)
sidebar-box-milestone xyxy=(24,288,246,442)
article-shishu: ಮಾನ್ವಿ ತಾಲೂಕಿನಲ್ಲಿ ಶಿಶುಮರಣ ಪ್ರಮಾಣ ತಗ್ಗಿಸಲು ಆರೋಗ್ಯ ಇಲಾಖೆ ಅಧಿಕಾರಿಗಳು ಹೆಚ್ಚಿನ ಕ್ರಮ ಕೈಗೊಳ್ಳಬೇಕು ಎಂದು ಜಿಲ್ಲಾಧಿಕಾರಿ ಸೂಚಿಸಿದರು. ಜಿಲ್ಲೆಯಲ್ಲಿ ಸುಮಾರು 662 ಮಕ್ಕಳು ಕಾಲೆಯೊಂದ ಹೊರಬಂದ ಬಗ್ಗೆ ಅಂಕಿ ಅಂಶಗಳು ತಿಳಿಸುತ್ತವೆ. ಗರ್ಭಿಣಿಯರ ನಿಯಮಿತ ತಪಾಸಣೆ, ಪೌಷ್ಟಿಕ ಆಹಾರ ವಿತರಣೆ ಮತ್ತು ಸಾಂಸ್ಥಿಕ ಹೆರಿಗೆಗೆ ಪ್ರೋತ್ಸಾಹ ನೀಡಬೇಕು. ಅಂಗನವಾಡಿ ಕಾರ್ಯಕರ್ತೆಯರು ಮತ್ತು ಆಶಾ ಕಾರ್ಯಕರ್ತೆಯರು ಮನೆ ಮನೆಗೆ ಭೇಟಿ ನೀಡಿ ಜಾಗೃತಿ ಮೂಡಿಸಬೇಕು. ಕಡಿಮೆ ತೂಕದ ಶಿಶುಗಳ ಆರೈಕೆಗೆ ವಿಶೇಷ ಘಟಕ ಸ್ಥಾಪಿಸಬೇಕು. ತಾಯಿ ಮತ್ತು ಮಗುವಿನ ಆರೋಗ್ಯ ರಕ್ಷಣೆಗೆ ಸರ್ಕಾರದ ಯೋಜನೆಗಳನ್ನು ಸಮರ್ಪಕವಾಗಿ ಅನುಷ್ಠಾನಗೊಳಿಸಬೇಕು ಎಂದು ಹೇಳಿದರು. ಸಭೆಯಲ್ಲಿ ಜಿಲ್ಲಾ ಆರೋಗ್ಯಾಧಿಕಾರಿ, ತಾಲೂಕು ಆರೋಗ್ಯಾಧಿಕಾರಿ, ವೈದ್ಯರು ಮತ್ತು ಸಿಬ್ಬಂದಿ ಉಪಸ್ಥಿತರಿದ್ದರು. xyxy=(476,1142,690,1234)
